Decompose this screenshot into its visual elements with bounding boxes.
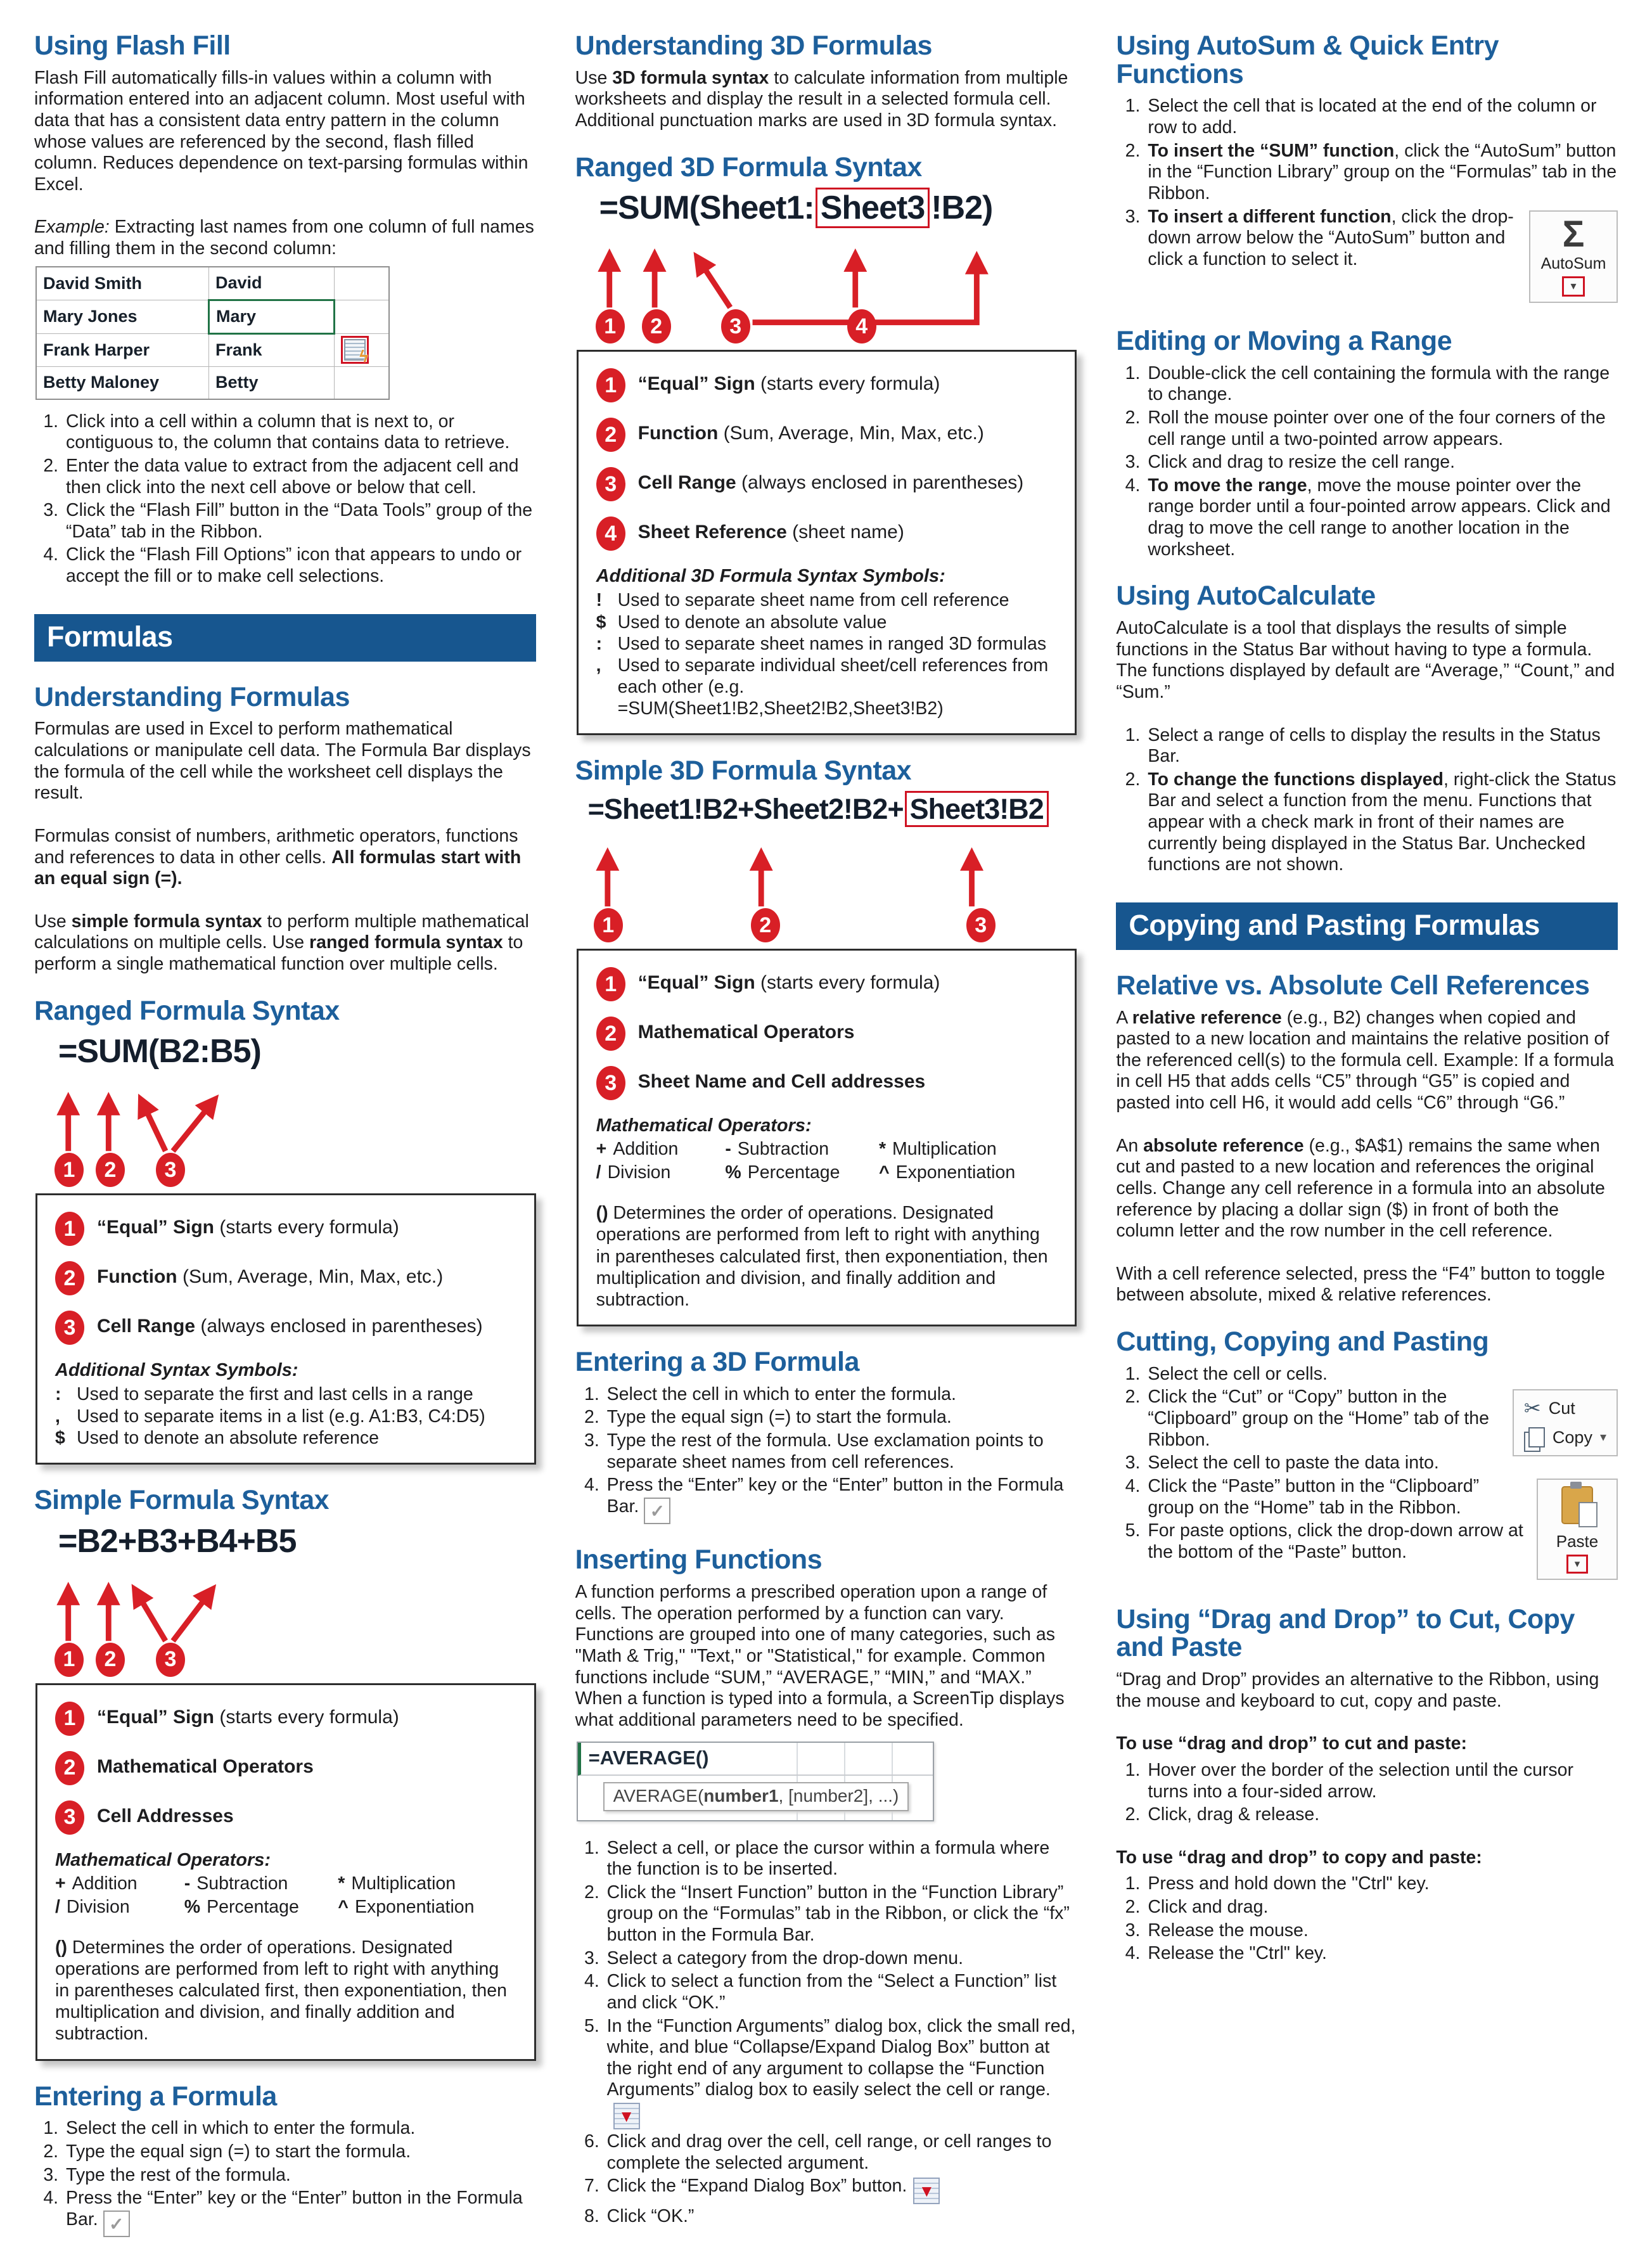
symbol-line: , Used to separate individual sheet/cell references from each other (e.g. =SUM(Sheet1!B2,Sheet2!B2,Sheet3!B2) — [596, 655, 1049, 719]
example-text: Extracting last names from one column of full names and filling them in the second column: — [34, 217, 534, 259]
simple-formula: =B2+B3+B4+B5 — [58, 1522, 297, 1560]
callout-number-badge: 1 — [54, 1643, 84, 1677]
legend-item: 1 “Equal” Sign (starts every formula) — [596, 967, 1058, 1001]
legend-item: 2 Mathematical Operators — [596, 1017, 1058, 1051]
operator: + Addition — [596, 1139, 679, 1160]
symbols-subhead: Additional Syntax Symbols: — [55, 1360, 298, 1381]
legend-item: 2 Mathematical Operators — [55, 1751, 516, 1785]
list-item: 3. Select the cell to paste the data into. — [1145, 1453, 1618, 1474]
list-item: 4. To move the range, move the mouse pointer over the range border until a four-pointed arrow appears. Click and drag to move the cell range to another location in the worksheet. — [1145, 475, 1618, 561]
callout-number-badge: 1 — [55, 1702, 84, 1736]
table-cell — [335, 333, 390, 366]
callout-number-badge: 2 — [96, 1643, 125, 1677]
list-item: 1. Select a range of cells to display the results in the Status Bar. — [1145, 725, 1618, 767]
list-item: 8. Click “OK.” — [605, 2206, 1077, 2228]
list-item: 2. Type the equal sign (=) to start the formula. — [605, 1407, 1077, 1428]
symbol-line: : Used to separate the first and last cells in a range — [55, 1384, 473, 1405]
callout-number-badge: 3 — [721, 309, 750, 343]
table-cell — [335, 366, 390, 399]
flash-fill-body: Flash Fill automatically fills-in values within a column with information entered into an adjacent column. Most useful with data that has a consistent data entry pattern in the column whose values are referenced by the second, flash filled column. Reduces dependence on text-parsing formulas within Excel. — [34, 67, 528, 195]
paragraph: A relative reference (e.g., B2) changes when copied and pasted to a new location and maintains the relative position of the referenced cell(s) to the formula cell. Example: If a formula in cell H5 that adds cells “C5” through “G5” is copied and pasted into cell H6, it would add cells “C6” through “G6.” — [1116, 1007, 1614, 1113]
entering-formula-steps — [34, 2118, 536, 2237]
column-2 — [575, 32, 1077, 2246]
list-item: 1. Select a cell, or place the cursor within a formula where the function is to be inserted. — [605, 1838, 1077, 1880]
paste-button — [1537, 1479, 1618, 1580]
callout-number-badge: 2 — [596, 1017, 625, 1051]
legend-item: 1 “Equal” Sign (starts every formula) — [55, 1212, 516, 1246]
operator: * Multiplication — [338, 1873, 456, 1894]
legend-item: 1 “Equal” Sign (starts every formula) — [596, 368, 1058, 402]
column-3 — [1116, 32, 1618, 2246]
sigma-icon: 3. Σ — [1562, 213, 1585, 255]
list-item: 4. Click to select a function from the “Select a Function” list and click “OK.” — [605, 1971, 1077, 2013]
legend-item: 2 Function (Sum, Average, Min, Max, etc.) — [596, 418, 1058, 452]
list-item: 4. Paste ▾ Click the “Paste” button in the “Clipboard” group on the “Home” tab in the Ribbon. — [1145, 1476, 1618, 1518]
ranged-syntax-legend-box — [35, 1193, 536, 1465]
list-item: 2. Click and drag. — [1145, 1897, 1618, 1918]
callout-number-badge: 2 — [96, 1153, 125, 1187]
sheet3-highlight-box: Sheet3!B2 — [905, 791, 1049, 827]
operator: * Multiplication — [878, 1139, 997, 1160]
paragraph: An absolute reference (e.g., $A$1) remains the same when cut and pasted to a new location and references the original cells. Change any cell reference in a formula into an absolute reference by placing a dollar sign ($) in front of both the column letter and the row number in the cell reference. — [1116, 1135, 1605, 1242]
operators-grid — [55, 1873, 516, 1918]
paragraph: Use 3D formula syntax to calculate information from multiple worksheets and display the result in a selected formula cell. Additional punctuation marks are used in 3D formula syntax. — [575, 67, 1068, 131]
operator: - Subtraction — [184, 1873, 288, 1894]
section-title-editing-or-moving-a-range: Editing or Moving a Range — [1116, 325, 1452, 356]
list-item: 4. Release the "Ctrl" key. — [1145, 1943, 1618, 1965]
autosum-steps — [1116, 96, 1618, 305]
operators-subhead: Mathematical Operators: — [55, 1849, 271, 1870]
ranged-3d-formula: =SUM(Sheet1: Sheet3 !B2) — [599, 189, 1077, 227]
editing-range-steps — [1116, 363, 1618, 561]
inserting-functions-steps — [575, 1838, 1077, 2228]
flash-fill-example — [34, 217, 536, 259]
autosum-dropdown-icon: ▾ — [1562, 276, 1585, 297]
enter-checkmark-icon: ✓ — [644, 1498, 670, 1524]
paste-button-label: 4. Paste — [1556, 1531, 1599, 1551]
legend-item: 2 Function (Sum, Average, Min, Max, etc.) — [55, 1261, 516, 1295]
list-item: 1. Select the cell that is located at the end of the column or row to add. — [1145, 96, 1618, 138]
autosum-button — [1529, 210, 1618, 303]
callout-number-badge: 2 — [55, 1261, 84, 1295]
flash-fill-steps — [34, 411, 536, 587]
list-item: 3. Type the rest of the formula. Use exclamation points to separate sheet names from cell references. — [605, 1430, 1077, 1473]
section-title-autosum: Using AutoSum & Quick Entry Functions — [1116, 30, 1499, 89]
callout-number-badge: 3 — [55, 1311, 84, 1345]
callout-number-badge: 1 — [55, 1212, 84, 1246]
list-item: 4. Click the “Flash Fill Options” icon that appears to undo or accept the fill or to make cell selections. — [63, 544, 536, 587]
sheet3-highlight-box: Sheet3 — [816, 188, 930, 228]
table-cell: Betty Maloney — [36, 366, 209, 399]
list-item: 5. For paste options, click the drop-down arrow at the bottom of the “Paste” button. — [1145, 1520, 1618, 1563]
list-item: 3. Type the rest of the formula. — [63, 2165, 536, 2186]
callout-number-badge: 4 — [847, 309, 876, 343]
table-cell — [335, 267, 390, 300]
list-item: 1. Double-click the cell containing the formula with the range to change. — [1145, 363, 1618, 406]
paste-dropdown-icon: ▾ — [1566, 1555, 1588, 1574]
formula-text: =AVERAGE() — [588, 1746, 709, 1769]
operator: % Percentage — [184, 1896, 299, 1917]
legend-item: 3 Cell Range (always enclosed in parentheses) — [55, 1311, 516, 1345]
callout-number-badge: 1 — [596, 309, 625, 343]
arrow-icon — [575, 826, 1077, 945]
callout-number-badge: 3 — [156, 1643, 185, 1677]
autosum-button-label: AutoSum — [1540, 255, 1606, 273]
operator: ^ Exponentiation — [878, 1162, 1016, 1183]
operators-grid — [596, 1139, 1058, 1183]
callout-number-badge: 3 — [55, 1800, 84, 1835]
symbol-line: $ Used to denote an absolute reference — [55, 1427, 379, 1448]
legend-item: 3 Sheet Name and Cell addresses — [596, 1066, 1058, 1100]
paragraph: “Drag and Drop” provides an alternative to the Ribbon, using the mouse and keyboard to cut, copy and paste. — [1116, 1669, 1599, 1711]
paste-clipboard-icon — [1561, 1486, 1593, 1524]
column-1 — [34, 32, 536, 2246]
section-title-understanding-3d-formulas: Understanding 3D Formulas — [575, 30, 932, 61]
list-item: 4. Press the “Enter” key or the “Enter” button in the Formula Bar. ✓ — [605, 1475, 1077, 1524]
list-item: 3. Release the mouse. — [1145, 1920, 1618, 1942]
flash-fill-options-icon: ϟ — [341, 336, 369, 364]
symbol-line: : Used to separate sheet names in ranged 3D formulas — [596, 633, 1047, 654]
callout-number-badge: 1 — [596, 368, 625, 402]
callout-number-badge: 1 — [596, 967, 625, 1001]
symbol-line: $ Used to denote an absolute value — [596, 612, 887, 632]
list-item: 4. Press the “Enter” key or the “Enter” button in the Formula Bar. ✓ — [63, 2188, 536, 2237]
drag-cut-intro: To use “drag and drop” to cut and paste: — [1116, 1733, 1467, 1754]
callout-number-badge: 1 — [594, 908, 623, 942]
list-item: 1. Hover over the border of the selection until the cursor turns into a four-sided arrow. — [1145, 1760, 1618, 1802]
list-item: 2. Click the “Insert Function” button in the “Function Library” group on the “Formulas” tab in the Ribbon, or click the “fx” button in the Formula Bar. — [605, 1882, 1077, 1946]
copy-button: Copy ▾ — [1524, 1427, 1606, 1447]
average-screentip-screenshot — [577, 1742, 934, 1821]
expand-dialog-icon: ▼ — [913, 2178, 940, 2204]
simple-syntax-legend-box — [35, 1683, 536, 2061]
section-title-ranged-3d-formula-syntax: Ranged 3D Formula Syntax — [575, 151, 922, 183]
section-banner-formulas: Formulas — [34, 614, 536, 662]
operator: - Subtraction — [725, 1139, 829, 1160]
simple-3d-formula: =Sheet1!B2+Sheet2!B2+ Sheet3!B2 — [588, 793, 1077, 826]
copy-dropdown-icon: ▾ — [1599, 1430, 1606, 1444]
section-title-ranged-formula-syntax: Ranged Formula Syntax — [34, 995, 340, 1026]
list-item: 3. Σ AutoSum ▾ To insert a different function, click the drop-down arrow below the “AutoSum” button and click a function to select it. — [1145, 207, 1618, 271]
callout-number-badge: 3 — [596, 1066, 625, 1100]
cut-icon: 2. ✂ — [1523, 1397, 1541, 1420]
section-title-understanding-formulas: Understanding Formulas — [34, 681, 350, 712]
flash-fill-example-table — [35, 266, 390, 400]
table-cell — [335, 300, 390, 333]
autocalculate-steps — [1116, 725, 1618, 876]
list-item: 1. Select the cell or cells. — [1145, 1364, 1618, 1385]
drag-copy-steps — [1116, 1873, 1618, 1965]
list-item: 2. To change the functions displayed, right-click the Status Bar and select a function from the menu. Functions that appear with a check mark in front of their names are currently being displayed in the Status Bar. Unchecked functions are not shown. — [1145, 769, 1618, 876]
callout-number-badge: 2 — [55, 1751, 84, 1785]
section-title-entering-a-formula: Entering a Formula — [34, 2081, 277, 2112]
paragraph: A function performs a prescribed operation upon a range of cells. The operation performed by a function can vary. Functions are grouped into one of many categories, such as "Math & Trig," "Text," or "Statistical," for example. Common functions include “SUM,” “AVERAGE,” “MIN,” and “MAX.” When a function is typed into a formula, a ScreenTip displays what additional parameters need to be specified. — [575, 1582, 1065, 1730]
legend-item: 1 “Equal” Sign (starts every formula) — [55, 1702, 516, 1736]
legend-item: 3 Cell Range (always enclosed in parentheses) — [596, 467, 1058, 501]
enter-checkmark-icon: ✓ — [103, 2211, 130, 2237]
callout-number-badge: 4 — [596, 517, 625, 551]
simple-formula-diagram — [34, 1560, 536, 1679]
legend-item: 4 Sheet Reference (sheet name) — [596, 517, 1058, 551]
list-item: 1. Click into a cell within a column that is next to, or contiguous to, the column that contains data to retrieve. — [63, 411, 536, 454]
cut-button: 2. ✂ Cut — [1523, 1397, 1575, 1420]
callout-number-badge: 3 — [596, 467, 625, 501]
paragraph: Use simple formula syntax to perform multiple mathematical calculations on multiple cells. Use ranged formula syntax to perform a single mathematical function over multiple cells. — [34, 911, 529, 975]
list-item: 2. Roll the mouse pointer over one of the four corners of the cell range until a two-pointed arrow appears. — [1145, 407, 1618, 450]
operator: + Addition — [55, 1873, 138, 1894]
paren-note: () Determines the order of operations. Designated operations are performed from left to right with anything in parentheses calculated first, then exponentiation, then multiplication and division, and finally addition and subtraction. — [596, 1203, 1048, 1310]
table-row — [36, 267, 389, 300]
section-title-simple-formula-syntax: Simple Formula Syntax — [34, 1484, 330, 1515]
paragraph: AutoCalculate is a tool that displays the results of simple functions in the Status Bar without having to type a formula. The functions displayed by default are “Average,” “Count,” and “Sum.” — [1116, 618, 1615, 702]
callout-number-badge: 2 — [751, 908, 780, 942]
ranged-formula: =SUM(B2:B5) — [58, 1033, 261, 1070]
list-item: 3. Click and drag to resize the cell range. — [1145, 452, 1618, 473]
section-title-drag-and-drop: Using “Drag and Drop” to Cut, Copy and Paste — [1116, 1603, 1575, 1663]
section-title-entering-a-3d-formula: Entering a 3D Formula — [575, 1347, 859, 1378]
copy-icon — [1528, 1427, 1545, 1447]
symbols-subhead: Additional 3D Formula Syntax Symbols: — [596, 566, 945, 587]
list-item: 2. ✂ Cut Copy ▾ Click the “Cut” or “Copy” button in the “Clipboard” group on the “Home” tab of the Ribbon. — [1145, 1387, 1618, 1451]
legend-item: 3 Cell Addresses — [55, 1800, 516, 1835]
operator: % Percentage — [725, 1162, 840, 1183]
screentip-tooltip: AVERAGE(number1, [number2], ...) — [603, 1782, 909, 1811]
paren-note: () Determines the order of operations. Designated operations are performed from left to right with anything in parentheses calculated first, then exponentiation, then multiplication and division, and finally addition and subtraction. — [55, 1937, 507, 2044]
list-item: 1. Press and hold down the "Ctrl" key. — [1145, 1873, 1618, 1895]
drag-copy-intro: To use “drag and drop” to copy and paste: — [1116, 1847, 1482, 1868]
list-item: 1. Select the cell in which to enter the formula. — [63, 2118, 536, 2140]
callout-number-badge: 3 — [156, 1153, 185, 1187]
callout-number-badge: 1 — [54, 1153, 84, 1187]
operator: / Division — [55, 1896, 130, 1917]
selected-cell: Mary — [209, 300, 335, 333]
list-item: 5. In the “Function Arguments” dialog box, click the small red, white, and blue “Collapse/Expand Dialog Box” button at the right end of any argument to collapse the “Function Arguments” dialog box to easily select the cell or range. ▼ — [605, 2016, 1077, 2130]
section-title-cutting-copying-pasting: Cutting, Copying and Pasting — [1116, 1326, 1489, 1357]
list-item: 2. Enter the data value to extract from the adjacent cell and then click into the next cell above or below that cell. — [63, 456, 536, 498]
table-row — [36, 333, 389, 366]
operators-subhead: Mathematical Operators: — [596, 1115, 812, 1136]
callout-number-badge: 2 — [642, 309, 671, 343]
list-item: 6. Click and drag over the cell, cell range, or cell ranges to complete the selected argument. — [605, 2131, 1077, 2174]
cutting-steps — [1116, 1364, 1618, 1584]
section-title-simple-3d-formula-syntax: Simple 3D Formula Syntax — [575, 755, 912, 786]
section-title-using-autocalculate: Using AutoCalculate — [1116, 581, 1376, 612]
callout-number-badge: 2 — [596, 418, 625, 452]
formula-bar-row — [578, 1743, 933, 1776]
callout-number-badge: 3 — [966, 908, 996, 942]
ranged-formula-diagram — [34, 1070, 536, 1190]
ranged-3d-legend-box — [577, 350, 1077, 735]
table-row — [36, 366, 389, 399]
list-item: 7. Click the “Expand Dialog Box” button. ▼ — [605, 2176, 1077, 2204]
list-item: 3. Select a category from the drop-down menu. — [605, 1948, 1077, 1970]
table-cell: David — [209, 267, 335, 300]
list-item: 2. To insert the “SUM” function, click the “AutoSum” button in the “Function Library” group on the “Formulas” tab in the Ribbon. — [1145, 141, 1618, 205]
list-item: 2. Type the equal sign (=) to start the formula. — [63, 2141, 536, 2163]
example-lead: Example: — [34, 217, 110, 238]
clipboard-group — [1513, 1389, 1618, 1456]
operator: ^ Exponentiation — [338, 1896, 475, 1917]
paragraph: Formulas are used in Excel to perform mathematical calculations or manipulate cell data. The Formula Bar displays the formula of the cell while the worksheet cell displays the result. — [34, 719, 531, 804]
paragraph: Formulas consist of numbers, arithmetic operators, functions and references to data in other cells. All formulas start with an equal sign (=). — [34, 825, 522, 889]
section-title-using-flash-fill: Using Flash Fill — [34, 30, 231, 61]
list-item: 3. Click the “Flash Fill” button in the “Data Tools” group of the “Data” tab in the Ribbon. — [63, 500, 536, 542]
simple-3d-legend-box — [577, 949, 1077, 1326]
table-cell: Frank — [209, 333, 335, 366]
table-cell: Mary Jones — [36, 300, 209, 333]
symbol-line: , Used to separate items in a list (e.g. A1:B3, C4:D5) — [55, 1406, 485, 1427]
table-cell: David Smith — [36, 267, 209, 300]
simple-3d-diagram — [575, 826, 1077, 945]
paragraph: With a cell reference selected, press the “F4” button to toggle between absolute, mixed & relative references. — [1116, 1263, 1605, 1306]
table-row — [36, 300, 389, 333]
section-banner-copying-pasting: Copying and Pasting Formulas — [1116, 902, 1618, 950]
collapse-dialog-icon: ▼ — [613, 2103, 640, 2129]
list-item: 1. Select the cell in which to enter the formula. — [605, 1384, 1077, 1406]
drag-cut-steps — [1116, 1760, 1618, 1826]
section-title-inserting-functions: Inserting Functions — [575, 1544, 823, 1575]
table-cell: Frank Harper — [36, 333, 209, 366]
table-cell: Betty — [209, 366, 335, 399]
entering-3d-steps — [575, 1384, 1077, 1525]
operator: / Division — [596, 1162, 671, 1183]
list-item: 2. Click, drag & release. — [1145, 1804, 1618, 1826]
symbol-line: ! Used to separate sheet name from cell reference — [596, 590, 1009, 611]
section-title-relative-vs-absolute: Relative vs. Absolute Cell References — [1116, 970, 1590, 1001]
ranged-3d-diagram — [575, 227, 1077, 346]
